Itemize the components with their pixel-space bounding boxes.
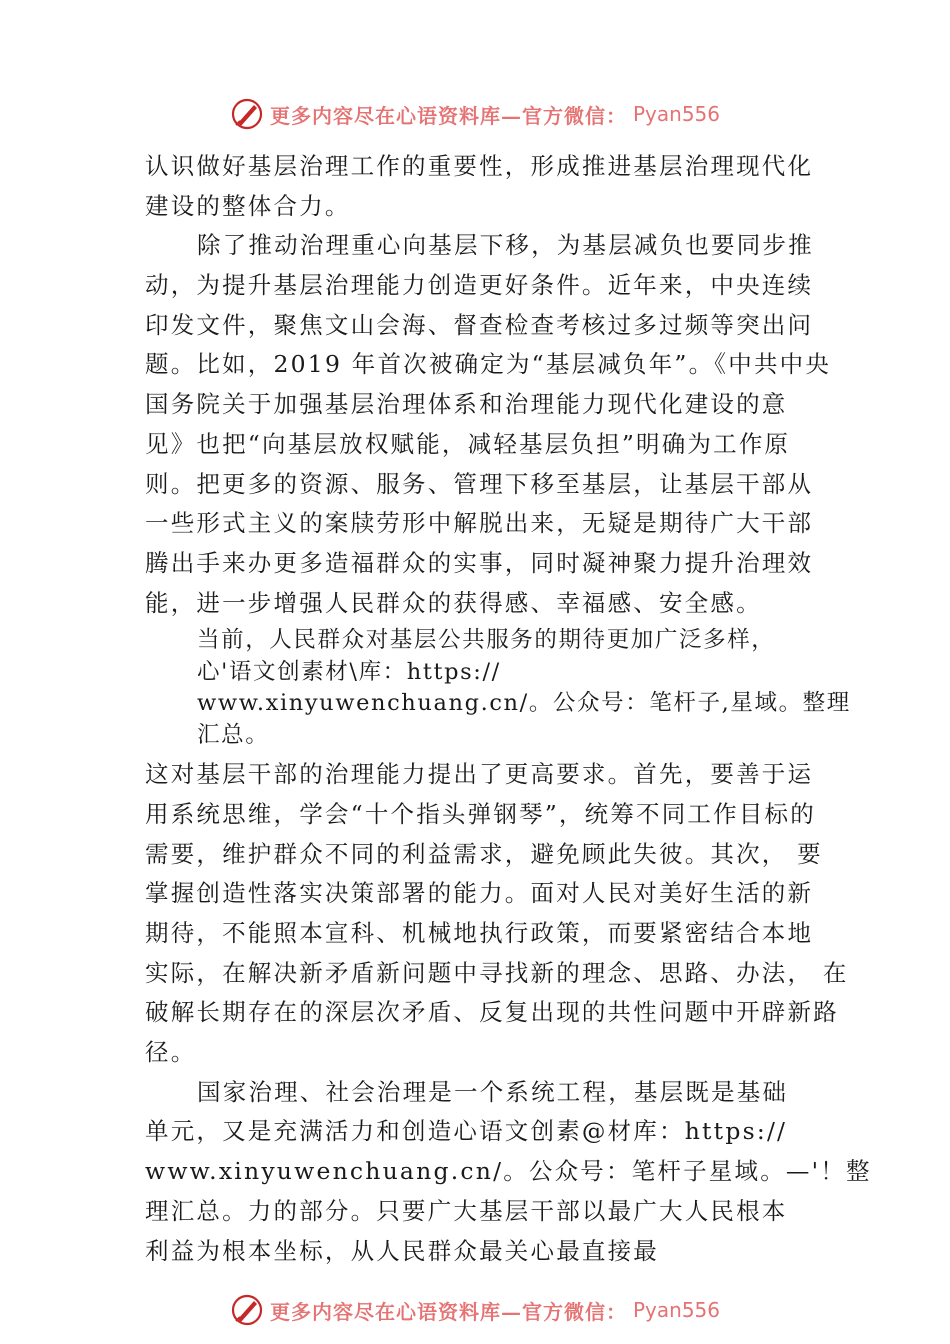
insert-line: www.xinyuwenchuang.cn/。公众号：笔杆子,星域。整理 (197, 690, 851, 717)
text-line: 题。比如，2019 年首次被确定为“基层减负年”。《中共中央 (145, 350, 832, 379)
watermark-text: 更多内容尽在心语资料库—官方微信： (269, 103, 627, 128)
text-line: 利益为根本坐标，从人民群众最关心最直接最 (145, 1236, 659, 1265)
text-line: 一些形式主义的案牍劳形中解脱出来，无疑是期待广大干部 (145, 509, 814, 538)
text-line: 理汇总。力的部分。只要广大基层干部以最广大人民根本 (145, 1196, 788, 1225)
text-line: 能，进一步增强人民群众的获得感、幸福感、安全感。 (145, 588, 762, 617)
watermark-text: 更多内容尽在心语资料库—官方微信： (269, 1299, 627, 1324)
text-line: 腾出手来办更多造福群众的实事，同时凝神聚力提升治理效 (145, 548, 814, 577)
text-line: 掌握创造性落实决策部署的能力。面对人民对美好生活的新 (145, 879, 814, 908)
text-line: 建设的整体合力。 (145, 191, 351, 220)
text-line: 实际，在解决新矛盾新问题中寻找新的理念、思路、办法， 在 (145, 958, 849, 987)
text-line: 用系统思维，学会“十个指头弹钢琴”，统筹不同工作目标的 (145, 799, 816, 828)
quill-pen-logo-icon (230, 97, 264, 131)
inserted-watermark-block (145, 625, 851, 751)
text-line: 除了推动治理重心向基层下移，为基层减负也要同步推 (197, 231, 814, 260)
insert-line: 心'语文创素材\库：https:// (197, 658, 501, 685)
text-line: 径。 (145, 1038, 197, 1067)
text-line: 这对基层干部的治理能力提出了更高要求。首先，要善于运 (145, 760, 814, 789)
insert-line: 汇总。 (197, 721, 270, 748)
text-line: 动，为提升基层治理能力创造更好条件。近年来，中央连续 (145, 271, 814, 300)
watermark-account: Pyan556 (632, 102, 720, 126)
text-line: 国家治理、社会治理是一个系统工程，基层既是基础 (197, 1077, 789, 1106)
header-watermark (0, 94, 950, 134)
text-line: 破解长期存在的深层次矛盾、反复出现的共性问题中开辟新路 (145, 998, 839, 1027)
footer-watermark (0, 1290, 950, 1330)
text-line: 国务院关于加强基层治理体系和治理能力现代化建设的意 (145, 390, 788, 419)
text-line: 则。把更多的资源、服务、管理下移至基层，让基层干部从 (145, 469, 814, 498)
watermark-account: Pyan556 (632, 1298, 720, 1322)
text-line: 单元，又是充满活力和创造心语文创素@材库：https:// (145, 1117, 788, 1146)
quill-pen-logo-icon (230, 1293, 264, 1327)
text-line: 认识做好基层治理工作的重要性，形成推进基层治理现代化 (145, 152, 814, 180)
document-body (145, 147, 872, 1271)
text-line: 需要，维护群众不同的利益需求，避免顾此失彼。其次， 要 (145, 839, 823, 868)
text-line: 期待，不能照本宣科、机械地执行政策，而要紧密结合本地 (145, 919, 814, 947)
text-line: 印发文件，聚焦文山会海、督查检查考核过多过频等突出问 (145, 310, 814, 339)
insert-line: 当前，人民群众对基层公共服务的期待更加广泛多样， (197, 627, 776, 654)
text-line: 见》也把“向基层放权赋能，减轻基层负担”明确为工作原 (145, 429, 791, 458)
text-line: www.xinyuwenchuang.cn/。公众号：笔杆子星域。—'！整 (145, 1157, 872, 1186)
